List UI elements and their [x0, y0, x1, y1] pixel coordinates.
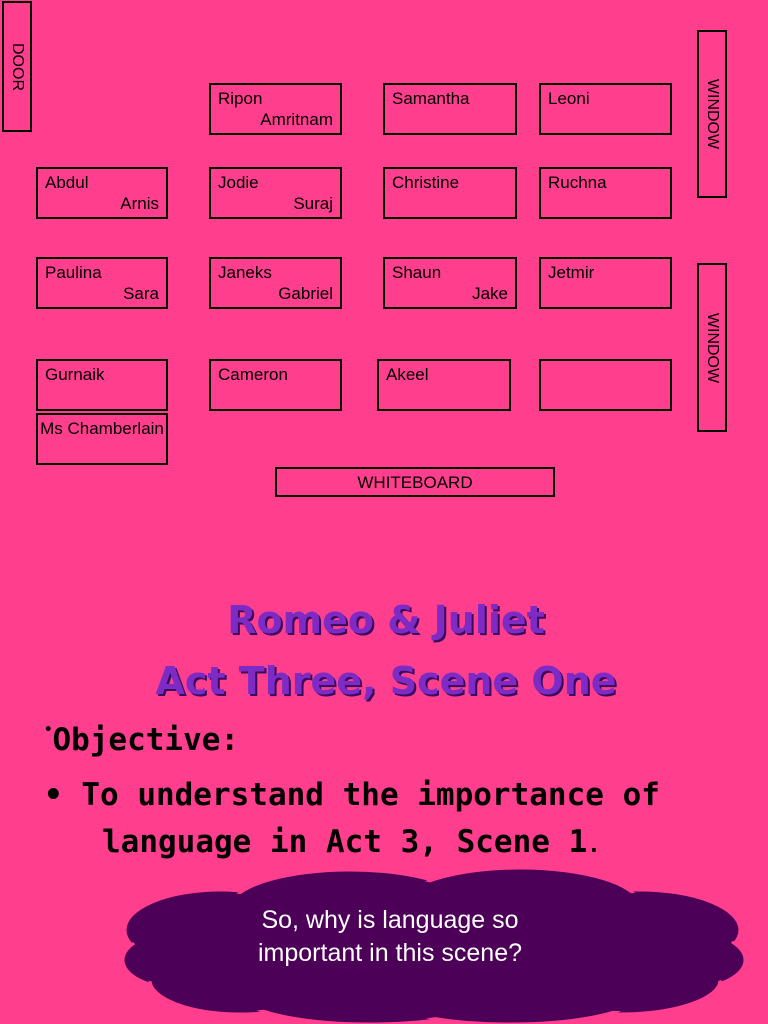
- desk-r2c1: [36, 167, 168, 219]
- student-name: Ripon: [218, 89, 263, 108]
- student-name: Janeks: [218, 263, 272, 282]
- objective-line2: [102, 824, 601, 860]
- door: [2, 1, 32, 132]
- student-name: Cameron: [218, 365, 288, 384]
- student-name: Christine: [392, 173, 460, 192]
- teacher-name: Ms Chamberlain: [40, 419, 164, 438]
- desk-r3c3: [383, 257, 517, 309]
- question-line2: important in this scene?: [257, 939, 523, 967]
- student-name: Jodie: [218, 173, 259, 192]
- question-text: [175, 904, 605, 970]
- bullet-icon: •: [44, 722, 53, 738]
- objective-line2-text: language in Act 3, Scene 1: [102, 824, 588, 860]
- whiteboard: [275, 467, 555, 497]
- student-name: Sara: [123, 284, 159, 303]
- lesson-title-line2: Act Three, Scene One: [155, 659, 617, 703]
- student-name: Suraj: [293, 194, 333, 213]
- objective-end: .: [587, 833, 601, 858]
- student-name: Gurnaik: [45, 365, 105, 384]
- student-name: Samantha: [392, 89, 470, 108]
- objective-heading: [44, 722, 239, 758]
- window-top: [697, 30, 727, 198]
- student-name: Gabriel: [278, 284, 333, 303]
- question-line1: So, why is language so: [261, 906, 519, 934]
- student-name: Ruchna: [548, 173, 607, 192]
- student-name: Akeel: [386, 365, 429, 384]
- desk-r2c3: [383, 167, 517, 219]
- student-name: Amritnam: [260, 110, 333, 129]
- student-name: Jetmir: [548, 263, 595, 282]
- objective-heading-text: Objective:: [52, 722, 240, 758]
- whiteboard-label: WHITEBOARD: [357, 473, 473, 492]
- teacher-desk: [36, 413, 168, 465]
- desk-r2c2: [209, 167, 342, 219]
- desk-r3c2: [209, 257, 342, 309]
- desk-r4c3: [377, 359, 511, 411]
- objective-line1: [44, 777, 660, 813]
- student-name: Jake: [472, 284, 508, 303]
- desk-r4c1: [36, 359, 168, 411]
- desk-r2c4: [539, 167, 672, 219]
- window-top-label: WINDOW: [704, 78, 721, 150]
- desk-r3c1: [36, 257, 168, 309]
- student-name: Leoni: [548, 89, 590, 108]
- student-name: Arnis: [120, 194, 159, 213]
- desk-r3c4: [539, 257, 672, 309]
- desk-r1c4: [539, 83, 672, 135]
- door-label: DOOR: [9, 42, 26, 91]
- student-name: Paulina: [45, 263, 102, 282]
- desk-r4c2: [209, 359, 342, 411]
- student-name: Shaun: [392, 263, 442, 282]
- window-bottom-label: WINDOW: [704, 312, 721, 383]
- desk-r4c4: [539, 359, 672, 411]
- bullet-icon: •: [44, 777, 82, 813]
- window-bottom: [697, 263, 727, 432]
- lesson-title-line1: Romeo & Juliet: [227, 598, 545, 642]
- student-name: Abdul: [45, 173, 89, 192]
- desk-r1c2: [209, 83, 342, 135]
- objective-line1-text: To understand the importance of: [81, 777, 660, 813]
- desk-r1c3: [383, 83, 517, 135]
